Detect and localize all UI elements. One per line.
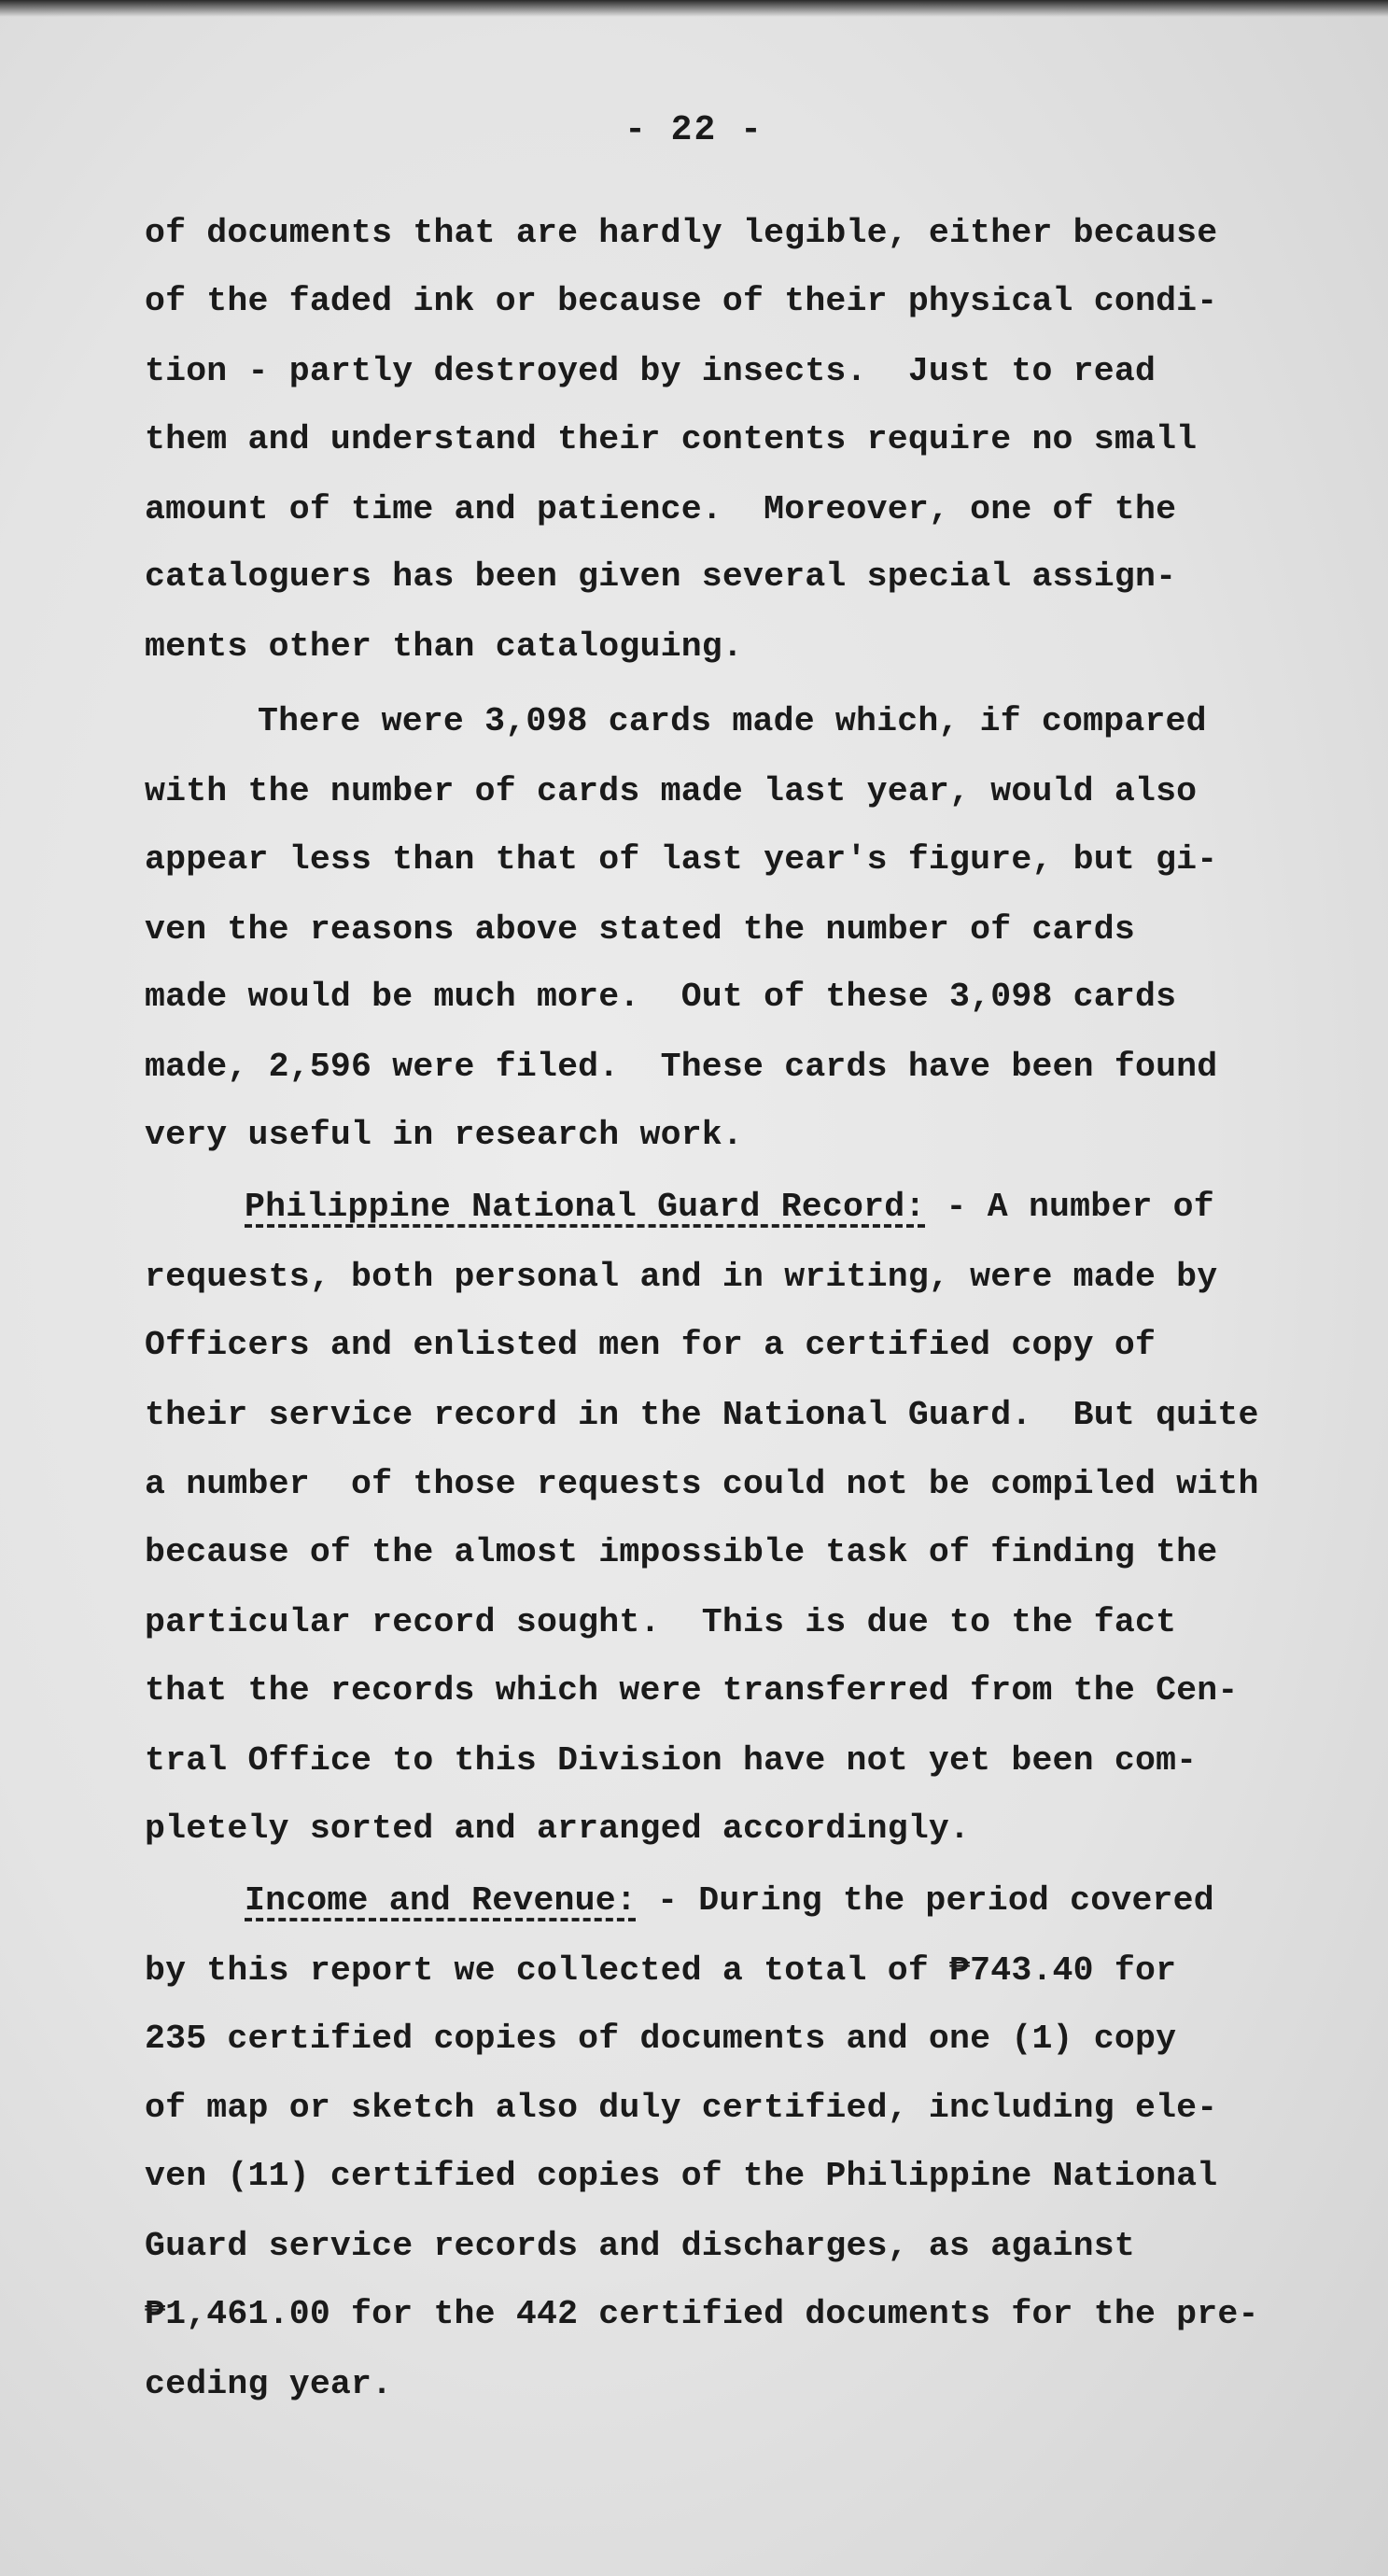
text-line: of map or sketch also duly certified, including ele- xyxy=(145,2089,1218,2127)
text-line: very useful in research work. xyxy=(145,1116,744,1154)
text-line: ven the reasons above stated the number of cards xyxy=(145,910,1135,949)
text-line: pletely sorted and arranged accordingly. xyxy=(145,1809,971,1848)
section-heading-national-guard: Philippine National Guard Record: xyxy=(245,1188,926,1226)
text-line: tion - partly destroyed by insects. Just to read xyxy=(145,352,1157,390)
heading-line xyxy=(245,1881,1214,1920)
text-line: ments other than cataloguing. xyxy=(145,627,744,666)
text-line: particular record sought. This is due to the fact xyxy=(145,1603,1177,1641)
page-number: - 22 - xyxy=(624,110,764,150)
text-line: ven (11) certified copies of the Philippine National xyxy=(145,2157,1218,2195)
text-line: appear less than that of last year's figure, but gi- xyxy=(145,840,1218,879)
text-line: them and understand their contents require no small xyxy=(145,420,1198,458)
heading-line-rest: - During the period covered xyxy=(636,1881,1214,1920)
text-line: with the number of cards made last year, would also xyxy=(145,772,1198,810)
heading-line xyxy=(245,1190,1214,1225)
text-line: tral Office to this Division have not yet been com- xyxy=(145,1741,1198,1780)
heading-line-rest: - A number of xyxy=(925,1188,1214,1226)
text-line: There were 3,098 cards made which, if compared xyxy=(258,702,1207,740)
text-line: a number of those requests could not be compiled with xyxy=(145,1465,1259,1503)
text-line: made, 2,596 were filed. These cards have been found xyxy=(145,1048,1218,1086)
text-line: ceding year. xyxy=(145,2365,393,2403)
section-heading-income-revenue: Income and Revenue: xyxy=(245,1881,637,1920)
text-line: that the records which were transferred from the Cen- xyxy=(145,1671,1239,1710)
text-line: Officers and enlisted men for a certified copy of xyxy=(145,1326,1157,1364)
text-line: 235 certified copies of documents and one (1) copy xyxy=(145,2020,1177,2058)
text-line: because of the almost impossible task of finding the xyxy=(145,1533,1218,1571)
text-line: ₱1,461.00 for the 442 certified documents for the pre- xyxy=(145,2295,1259,2333)
text-line: by this report we collected a total of ₱743.40 for xyxy=(145,1951,1177,1990)
text-line: requests, both personal and in writing, were made by xyxy=(145,1258,1218,1296)
text-line: amount of time and patience. Moreover, one of the xyxy=(145,490,1177,528)
text-line: made would be much more. Out of these 3,098 cards xyxy=(145,978,1177,1016)
text-line: cataloguers has been given several special assign- xyxy=(145,557,1177,596)
text-line: of documents that are hardly legible, either because xyxy=(145,214,1218,252)
text-line: their service record in the National Guard. But quite xyxy=(145,1396,1259,1434)
text-line: Guard service records and discharges, as against xyxy=(145,2227,1135,2265)
text-line: of the faded ink or because of their physical condi- xyxy=(145,282,1218,320)
